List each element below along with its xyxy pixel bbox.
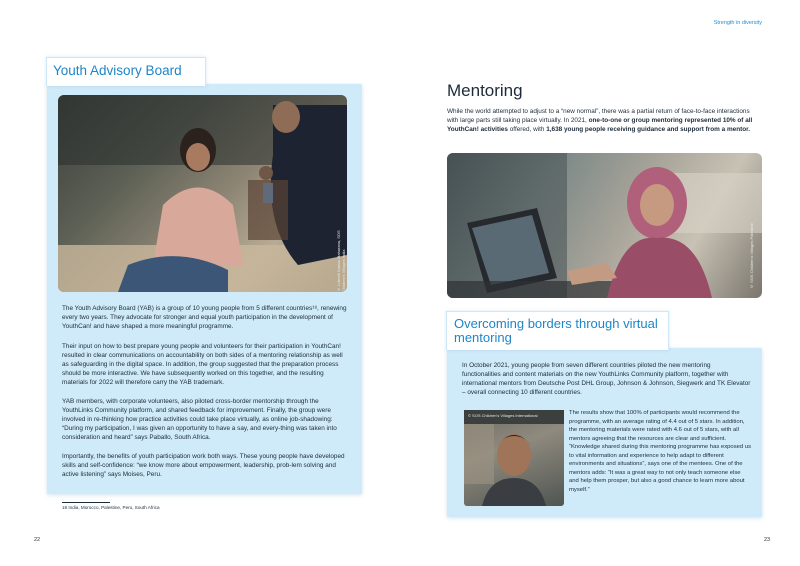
page-number-left: 22	[34, 537, 41, 543]
yab-paragraph-4: Importantly, the benefits of youth participation work both ways. These young people have developed skills and self-confidence: “we know more about empowerment, leadership, prob-lem solving and active listening” says Moises, Peru.	[62, 453, 345, 478]
overcoming-borders-text-2: The results show that 100% of participants would recommend the programme, with an average rating of 4.4 out of 5 stars. In addition, the mentoring materials were rated with 4.6 out of 5 stars, with all mentors agreeing that the resources are clear and sufficient. “Knowledge shared during this mentoring programme has exposed us to vital information and experience to help adapt to different environments and situations”, says one of the mentees. One of the mentors adds: “It was a great way to not only teach someone else and help them prosper, but also a good chance to learn more about myself.”	[569, 410, 752, 493]
yab-paragraph-3: YAB members, with corporate volunteers, also piloted cross-border mentorship through the YouthLinks Community platform, and shared feedback for improvement. Finally, the group were involved in re-thinking how practice activities could take place virtually, as online job-shadowing: “During my participation, I was given an opportunity to have a say, and every-thing was taken into consideration and heard” says Paballo, South Africa.	[62, 398, 337, 441]
video-call-illustration	[464, 410, 564, 506]
mentoring-photo-illustration	[447, 153, 762, 298]
video-call-photo	[464, 410, 564, 506]
mentoring-intro-c: offered, with	[507, 126, 547, 134]
yab-photo	[58, 95, 347, 292]
yab-paragraph-2: Their input on how to best prepare young people and volunteers for their participation in YouthCan! resulted in clear communications on accountability on both sides of a mentoring relationship as well as safeguarding in the digital space. In addition, the group suggested that the preparation process should be more interactive. We have subsequently worked on this together, and the resulting materials for 2022 will therefore carry the YAB trademark.	[62, 343, 343, 386]
mentoring-intro	[447, 107, 762, 135]
yab-photo-illustration	[58, 95, 347, 292]
page-number-right: 23	[764, 537, 771, 543]
footnote-divider	[62, 502, 110, 503]
mentoring-intro-b: one-to-one or group mentoring represented 10% of all YouthCan! activities	[447, 117, 753, 134]
overcoming-borders-text-1: In October 2021, young people from seven different countries piloted the new mentoring functionalities and content materials on the new YouthLinks Community platform, together with international mentors from Deutsche Post DHL Group, Johnson & Johnson, Siegwerk and TK Elevator – overall connecting 10 different countries.	[462, 362, 751, 396]
video-call-credit: © SOS Children's Villages International	[468, 413, 538, 418]
footnote: 18 India, Morocco, Palestine, Peru, South Africa	[62, 505, 160, 510]
overcoming-borders-title: Overcoming borders through virtual mentoring	[454, 316, 658, 345]
yab-photo-credit: © Lokesh Kumar Maharana, SOS Children's Villages India	[336, 230, 346, 292]
mentoring-photo	[447, 153, 762, 298]
mentoring-title: Mentoring	[447, 81, 523, 100]
mentoring-intro-d: 1,638 young people receiving guidance and support from a mentor.	[546, 126, 751, 134]
header-tag: Strength in diversity	[713, 20, 762, 26]
mentoring-photo-credit: © SOS Children's Villages Palestine	[749, 223, 754, 289]
mentoring-intro-a: While the world attempted to adjust to a “new normal”, there was a partial return of face-to-face interactions with large parts still taking place virtually. In 2021,	[447, 108, 750, 125]
yab-paragraph-1: The Youth Advisory Board (YAB) is a group of 10 young people from 5 different countries¹⁸, renewing every two years. They advocate for stronger and equal youth participation in the development of YouthCan! and have shaped a more meaningful programme.	[62, 305, 347, 330]
yab-title: Youth Advisory Board	[53, 63, 182, 78]
